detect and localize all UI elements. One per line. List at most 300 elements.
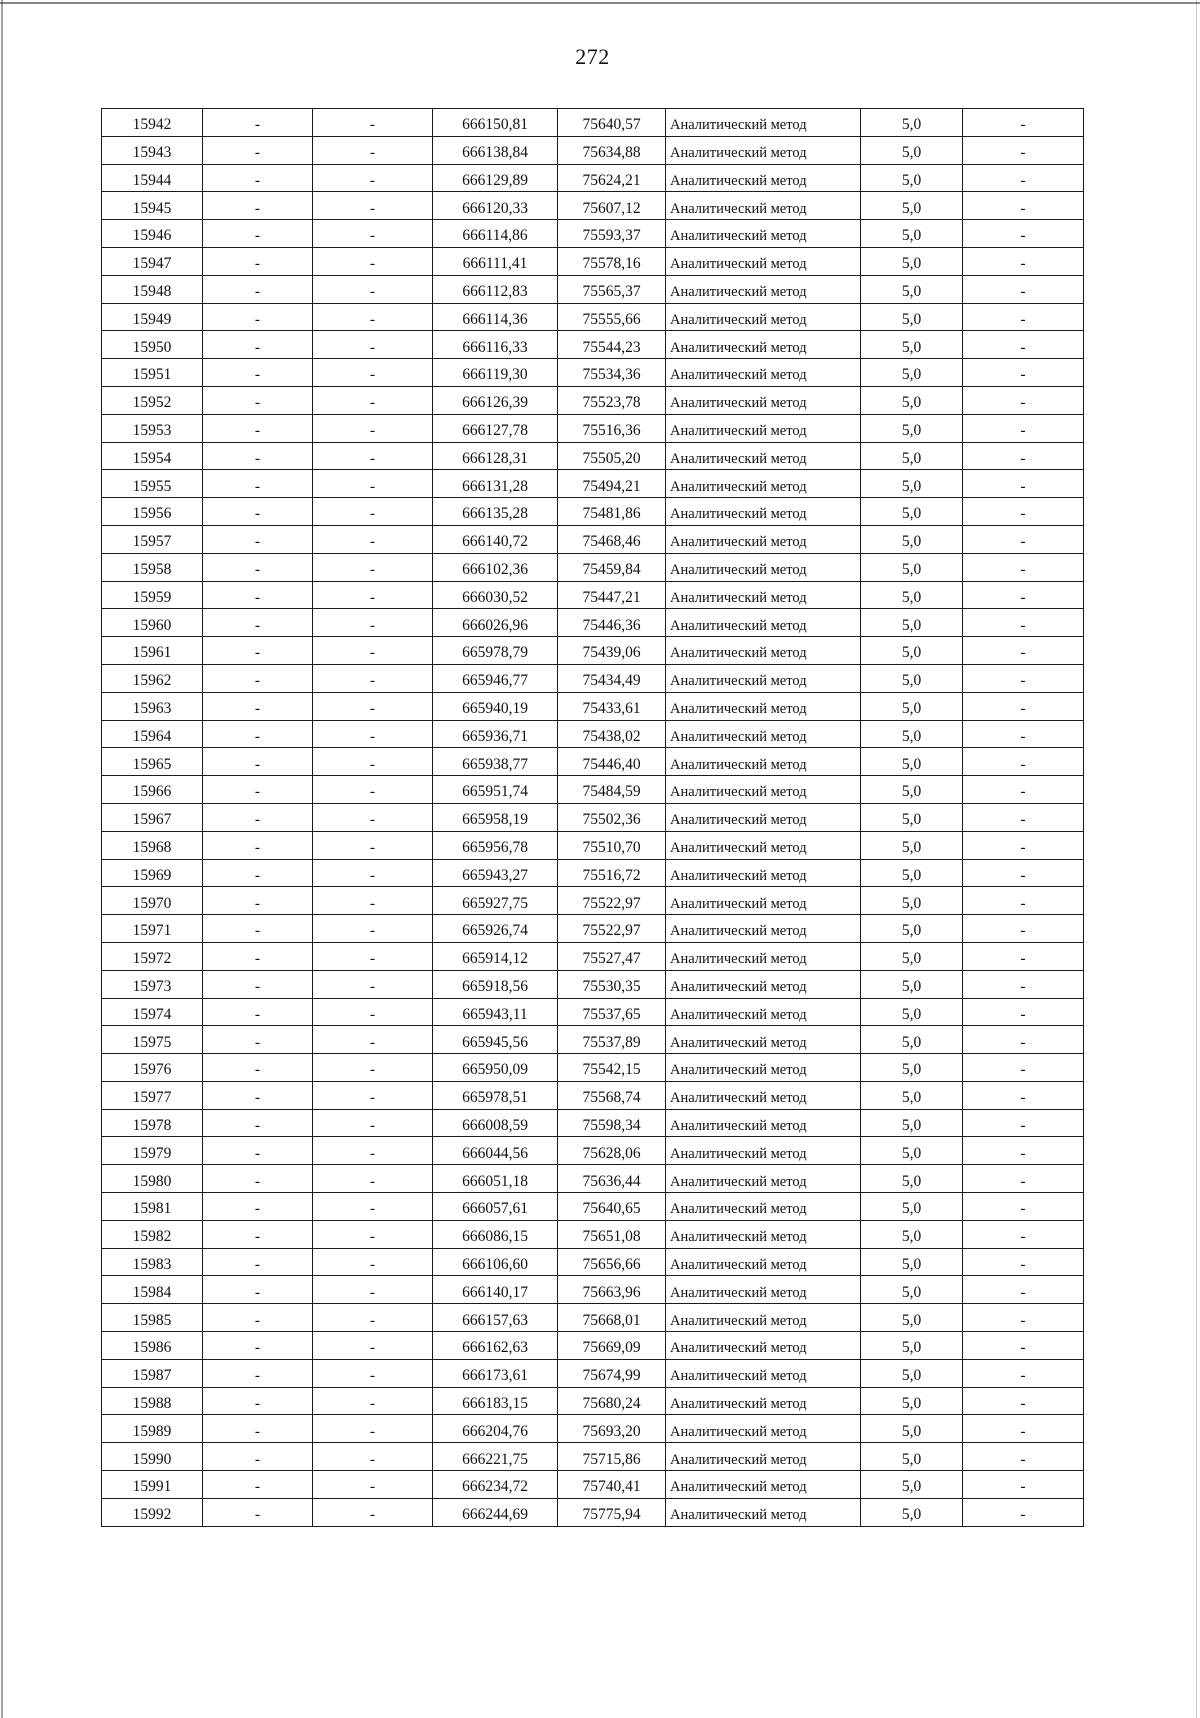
point-number-cell (102, 887, 203, 915)
y-coordinate-cell (558, 1165, 666, 1193)
y-coordinate-cell-text: 75459,84 (582, 561, 641, 579)
x-coordinate-cell-text: 666204,76 (462, 1422, 528, 1440)
method-cell-text: Аналитический метод (670, 589, 807, 606)
method-cell-text: Аналитический метод (670, 562, 807, 579)
table-row (102, 998, 1084, 1026)
method-cell (666, 386, 861, 414)
empty-value-cell-text: - (369, 978, 376, 995)
method-cell-text: Аналитический метод (670, 840, 807, 857)
precision-cell (861, 1026, 963, 1054)
empty-value-cell (203, 109, 313, 137)
empty-value-cell-text: - (254, 894, 261, 912)
precision-cell-text: 5,0 (901, 922, 922, 940)
x-coordinate-cell-text: 665956,78 (462, 839, 528, 857)
x-coordinate-cell-text: 666106,60 (462, 1255, 528, 1273)
empty-value-cell-text: - (1020, 1228, 1026, 1246)
method-cell-text: Аналитический метод (670, 339, 807, 356)
y-coordinate-cell-text: 75537,65 (582, 1005, 641, 1023)
method-cell (666, 1304, 861, 1332)
table-row (102, 1165, 1084, 1193)
empty-value-cell-text: - (369, 1339, 376, 1357)
table-row (102, 359, 1084, 387)
x-coordinate-cell-text: 666114,36 (462, 310, 528, 328)
empty-value-cell-text: - (369, 144, 376, 162)
precision-cell (861, 915, 963, 943)
x-coordinate-cell (433, 220, 558, 248)
empty-value-cell-text: - (1020, 616, 1026, 634)
empty-value-cell (963, 553, 1084, 581)
precision-cell-text: 5,0 (901, 1172, 922, 1190)
empty-value-cell-text: - (254, 700, 261, 718)
empty-value-cell (313, 1137, 433, 1165)
empty-value-cell (313, 1415, 433, 1443)
point-number-cell-text: 15964 (132, 727, 172, 745)
empty-value-cell (203, 359, 313, 387)
empty-value-cell-text: - (254, 1061, 261, 1079)
y-coordinate-cell-text: 75530,35 (582, 978, 641, 995)
point-number-cell-text: 15969 (132, 866, 172, 884)
empty-value-cell (313, 748, 433, 776)
x-coordinate-cell (433, 1359, 558, 1387)
precision-cell-text: 5,0 (901, 171, 922, 189)
x-coordinate-cell (433, 1109, 558, 1137)
empty-value-cell-text: - (1020, 533, 1026, 551)
y-coordinate-cell (558, 609, 666, 637)
empty-value-cell (963, 1332, 1084, 1360)
empty-value-cell (203, 553, 313, 581)
method-cell-text: Аналитический метод (670, 1395, 807, 1412)
empty-value-cell-text: - (254, 1200, 261, 1218)
empty-value-cell-text: - (254, 1089, 261, 1107)
empty-value-cell-text: - (254, 283, 261, 301)
point-number-cell (102, 359, 203, 387)
method-cell (666, 970, 861, 998)
table-row (102, 609, 1084, 637)
empty-value-cell-text: - (369, 255, 376, 273)
method-cell (666, 1248, 861, 1276)
point-number-cell-text: 15990 (132, 1450, 172, 1468)
precision-cell (861, 109, 963, 137)
precision-cell (861, 1359, 963, 1387)
empty-value-cell-text: - (369, 338, 376, 356)
empty-value-cell (203, 1304, 313, 1332)
empty-value-cell-text: - (254, 394, 261, 412)
empty-value-cell-text: - (254, 811, 261, 829)
empty-value-cell-text: - (254, 422, 261, 440)
x-coordinate-cell (433, 1054, 558, 1082)
method-cell (666, 1359, 861, 1387)
precision-cell-text: 5,0 (901, 839, 922, 857)
table-row (102, 1248, 1084, 1276)
y-coordinate-cell-text: 75534,36 (582, 366, 641, 384)
x-coordinate-cell-text: 666116,33 (462, 338, 528, 356)
empty-value-cell (313, 303, 433, 331)
precision-cell (861, 1137, 963, 1165)
empty-value-cell-text: - (1020, 394, 1026, 412)
empty-value-cell (963, 942, 1084, 970)
y-coordinate-cell (558, 859, 666, 887)
empty-value-cell-text: - (369, 1033, 376, 1051)
method-cell-text: Аналитический метод (670, 1312, 807, 1329)
empty-value-cell (313, 1109, 433, 1137)
x-coordinate-cell (433, 414, 558, 442)
y-coordinate-cell (558, 1276, 666, 1304)
method-cell (666, 1443, 861, 1471)
precision-cell (861, 414, 963, 442)
method-cell (666, 1081, 861, 1109)
y-coordinate-cell-text: 75593,37 (582, 227, 641, 245)
method-cell-text: Аналитический метод (670, 951, 807, 968)
empty-value-cell (203, 303, 313, 331)
method-cell (666, 442, 861, 470)
empty-value-cell-text: - (1020, 978, 1026, 995)
method-cell-text: Аналитический метод (670, 1117, 807, 1134)
method-cell (666, 220, 861, 248)
empty-value-cell (203, 525, 313, 553)
point-number-cell-text: 15952 (132, 394, 172, 412)
empty-value-cell-text: - (1020, 1033, 1026, 1051)
x-coordinate-cell-text: 665943,27 (462, 866, 528, 884)
empty-value-cell (203, 692, 313, 720)
x-coordinate-cell-text: 665938,77 (462, 755, 528, 773)
precision-cell (861, 1054, 963, 1082)
empty-value-cell (313, 1081, 433, 1109)
empty-value-cell-text: - (369, 755, 376, 773)
x-coordinate-cell-text: 665914,12 (462, 950, 528, 968)
empty-value-cell (203, 1137, 313, 1165)
empty-value-cell (313, 1471, 433, 1499)
x-coordinate-cell (433, 1081, 558, 1109)
empty-value-cell-text: - (369, 1422, 376, 1440)
empty-value-cell (203, 1387, 313, 1415)
precision-cell-text: 5,0 (901, 1478, 922, 1496)
point-number-cell-text: 15991 (132, 1478, 172, 1496)
y-coordinate-cell-text: 75628,06 (582, 1144, 641, 1162)
empty-value-cell-text: - (1020, 839, 1026, 857)
table-row (102, 553, 1084, 581)
y-coordinate-cell (558, 831, 666, 859)
point-number-cell (102, 748, 203, 776)
y-coordinate-cell (558, 192, 666, 220)
y-coordinate-cell (558, 303, 666, 331)
precision-cell (861, 887, 963, 915)
y-coordinate-cell-text: 75693,20 (582, 1422, 641, 1440)
table-row (102, 136, 1084, 164)
empty-value-cell-text: - (1020, 338, 1026, 356)
y-coordinate-cell-text: 75481,86 (582, 505, 641, 523)
method-cell (666, 692, 861, 720)
method-cell-text: Аналитический метод (670, 1006, 807, 1023)
precision-cell-text: 5,0 (901, 505, 922, 523)
table-row (102, 776, 1084, 804)
y-coordinate-cell (558, 942, 666, 970)
x-coordinate-cell-text: 666119,30 (462, 366, 528, 384)
y-coordinate-cell-text: 75447,21 (582, 588, 641, 606)
method-cell-text: Аналитический метод (670, 784, 807, 801)
empty-value-cell-text: - (254, 1283, 261, 1301)
point-number-cell (102, 247, 203, 275)
empty-value-cell (203, 970, 313, 998)
precision-cell-text: 5,0 (901, 978, 922, 995)
empty-value-cell (313, 1387, 433, 1415)
empty-value-cell (313, 331, 433, 359)
x-coordinate-cell-text: 666234,72 (462, 1478, 528, 1496)
y-coordinate-cell (558, 359, 666, 387)
y-coordinate-cell (558, 498, 666, 526)
empty-value-cell (203, 1248, 313, 1276)
y-coordinate-cell-text: 75527,47 (582, 950, 641, 968)
point-number-cell (102, 692, 203, 720)
table-row (102, 1471, 1084, 1499)
empty-value-cell-text: - (369, 1116, 376, 1134)
point-number-cell-text: 15968 (132, 839, 172, 857)
empty-value-cell (963, 1165, 1084, 1193)
precision-cell-text: 5,0 (901, 255, 922, 273)
x-coordinate-cell (433, 1276, 558, 1304)
table-row (102, 1193, 1084, 1221)
point-number-cell (102, 136, 203, 164)
point-number-cell (102, 1026, 203, 1054)
y-coordinate-cell (558, 1471, 666, 1499)
method-cell-text: Аналитический метод (670, 284, 807, 301)
table-row (102, 192, 1084, 220)
method-cell (666, 637, 861, 665)
point-number-cell (102, 915, 203, 943)
point-number-cell-text: 15958 (132, 561, 172, 579)
x-coordinate-cell-text: 666102,36 (462, 561, 528, 579)
method-cell (666, 1387, 861, 1415)
table-row (102, 664, 1084, 692)
empty-value-cell (963, 136, 1084, 164)
x-coordinate-cell-text: 665946,77 (462, 672, 528, 690)
empty-value-cell-text: - (254, 366, 261, 384)
x-coordinate-cell-text: 665978,79 (462, 644, 528, 662)
empty-value-cell (963, 581, 1084, 609)
precision-cell (861, 220, 963, 248)
empty-value-cell (203, 720, 313, 748)
empty-value-cell-text: - (369, 1061, 376, 1079)
point-number-cell (102, 720, 203, 748)
x-coordinate-cell-text: 666026,96 (462, 616, 528, 634)
precision-cell-text: 5,0 (901, 1311, 922, 1329)
y-coordinate-cell-text: 75775,94 (582, 1506, 641, 1524)
empty-value-cell (203, 1165, 313, 1193)
method-cell (666, 164, 861, 192)
x-coordinate-cell-text: 666126,39 (462, 394, 528, 412)
empty-value-cell (313, 803, 433, 831)
empty-value-cell-text: - (1020, 477, 1026, 495)
empty-value-cell (203, 609, 313, 637)
precision-cell-text: 5,0 (901, 338, 922, 356)
precision-cell-text: 5,0 (901, 894, 922, 912)
empty-value-cell (313, 553, 433, 581)
method-cell (666, 581, 861, 609)
empty-value-cell-text: - (1020, 505, 1026, 523)
empty-value-cell-text: - (369, 533, 376, 551)
empty-value-cell (963, 664, 1084, 692)
x-coordinate-cell (433, 192, 558, 220)
empty-value-cell (963, 831, 1084, 859)
table-row (102, 1332, 1084, 1360)
empty-value-cell-text: - (1020, 255, 1026, 273)
empty-value-cell (963, 1276, 1084, 1304)
empty-value-cell (963, 303, 1084, 331)
empty-value-cell (203, 1109, 313, 1137)
table-row (102, 1054, 1084, 1082)
point-number-cell-text: 15947 (132, 255, 172, 273)
point-number-cell-text: 15987 (132, 1367, 172, 1385)
table-row (102, 1415, 1084, 1443)
empty-value-cell-text: - (369, 839, 376, 857)
empty-value-cell-text: - (369, 561, 376, 579)
empty-value-cell-text: - (1020, 1506, 1026, 1524)
x-coordinate-cell-text: 666129,89 (462, 171, 528, 189)
point-number-cell-text: 15974 (132, 1005, 172, 1023)
table-row (102, 1026, 1084, 1054)
y-coordinate-cell-text: 75468,46 (582, 533, 641, 551)
x-coordinate-cell (433, 1220, 558, 1248)
y-coordinate-cell (558, 1137, 666, 1165)
table-row (102, 1304, 1084, 1332)
empty-value-cell-text: - (254, 783, 261, 801)
empty-value-cell (313, 970, 433, 998)
point-number-cell (102, 859, 203, 887)
y-coordinate-cell-text: 75438,02 (582, 727, 641, 745)
method-cell (666, 720, 861, 748)
x-coordinate-cell (433, 998, 558, 1026)
point-number-cell-text: 15992 (132, 1506, 172, 1524)
y-coordinate-cell (558, 748, 666, 776)
x-coordinate-cell-text: 665945,56 (462, 1033, 528, 1051)
empty-value-cell (963, 414, 1084, 442)
empty-value-cell (963, 1471, 1084, 1499)
empty-value-cell (963, 1387, 1084, 1415)
x-coordinate-cell (433, 1471, 558, 1499)
y-coordinate-cell-text: 75434,49 (582, 672, 641, 690)
empty-value-cell-text: - (1020, 1144, 1026, 1162)
empty-value-cell (963, 1109, 1084, 1137)
empty-value-cell-text: - (369, 700, 376, 718)
empty-value-cell-text: - (254, 1367, 261, 1385)
empty-value-cell (963, 637, 1084, 665)
empty-value-cell (313, 1304, 433, 1332)
method-cell-text: Аналитический метод (670, 506, 807, 523)
method-cell-text: Аналитический метод (670, 756, 807, 773)
y-coordinate-cell (558, 164, 666, 192)
empty-value-cell (313, 942, 433, 970)
method-cell (666, 498, 861, 526)
y-coordinate-cell-text: 75568,74 (582, 1089, 641, 1107)
y-coordinate-cell-text: 75544,23 (582, 338, 641, 356)
empty-value-cell (313, 915, 433, 943)
empty-value-cell (963, 1054, 1084, 1082)
precision-cell-text: 5,0 (901, 366, 922, 384)
x-coordinate-cell-text: 665940,19 (462, 700, 528, 718)
precision-cell (861, 637, 963, 665)
precision-cell-text: 5,0 (901, 1228, 922, 1246)
precision-cell-text: 5,0 (901, 616, 922, 634)
x-coordinate-cell (433, 525, 558, 553)
point-number-cell-text: 15970 (132, 894, 172, 912)
x-coordinate-cell-text: 665950,09 (462, 1061, 528, 1079)
precision-cell (861, 303, 963, 331)
precision-cell-text: 5,0 (901, 116, 922, 134)
x-coordinate-cell (433, 664, 558, 692)
method-cell (666, 1137, 861, 1165)
precision-cell (861, 1248, 963, 1276)
empty-value-cell-text: - (1020, 1255, 1026, 1273)
y-coordinate-cell-text: 75522,97 (582, 922, 641, 940)
empty-value-cell-text: - (254, 616, 261, 634)
precision-cell (861, 1165, 963, 1193)
y-coordinate-cell-text: 75505,20 (582, 449, 641, 467)
table-row (102, 1109, 1084, 1137)
empty-value-cell (963, 1193, 1084, 1221)
y-coordinate-cell-text: 75433,61 (582, 700, 641, 718)
empty-value-cell (963, 331, 1084, 359)
table-row (102, 970, 1084, 998)
precision-cell-text: 5,0 (901, 477, 922, 495)
x-coordinate-cell (433, 442, 558, 470)
empty-value-cell (313, 1359, 433, 1387)
precision-cell-text: 5,0 (901, 1506, 922, 1524)
method-cell-text: Аналитический метод (670, 701, 807, 718)
empty-value-cell-text: - (1020, 227, 1026, 245)
point-number-cell-text: 15977 (132, 1089, 172, 1107)
empty-value-cell (203, 1415, 313, 1443)
table-row (102, 386, 1084, 414)
precision-cell-text: 5,0 (901, 1200, 922, 1218)
x-coordinate-cell-text: 666183,15 (462, 1394, 528, 1412)
point-number-cell (102, 192, 203, 220)
empty-value-cell-text: - (369, 1478, 376, 1496)
empty-value-cell-text: - (1020, 1061, 1026, 1079)
empty-value-cell-text: - (1020, 1450, 1026, 1468)
y-coordinate-cell-text: 75523,78 (582, 394, 641, 412)
precision-cell (861, 136, 963, 164)
empty-value-cell (313, 720, 433, 748)
empty-value-cell (963, 609, 1084, 637)
precision-cell-text: 5,0 (901, 755, 922, 773)
empty-value-cell-text: - (369, 783, 376, 801)
y-coordinate-cell-text: 75674,99 (582, 1367, 641, 1385)
empty-value-cell-text: - (369, 811, 376, 829)
point-number-cell-text: 15949 (132, 310, 172, 328)
empty-value-cell-text: - (1020, 1394, 1026, 1412)
table-row (102, 581, 1084, 609)
precision-cell (861, 553, 963, 581)
empty-value-cell (203, 1054, 313, 1082)
empty-value-cell-text: - (1020, 922, 1026, 940)
empty-value-cell (313, 998, 433, 1026)
x-coordinate-cell-text: 665958,19 (462, 811, 528, 829)
x-coordinate-cell-text: 666086,15 (462, 1228, 528, 1246)
empty-value-cell (203, 442, 313, 470)
y-coordinate-cell (558, 553, 666, 581)
point-number-cell (102, 414, 203, 442)
empty-value-cell-text: - (1020, 950, 1026, 968)
point-number-cell-text: 15948 (132, 283, 172, 301)
x-coordinate-cell-text: 666244,69 (462, 1506, 528, 1524)
empty-value-cell (963, 1415, 1084, 1443)
method-cell-text: Аналитический метод (670, 1368, 807, 1385)
point-number-cell-text: 15954 (132, 449, 172, 467)
method-cell-text: Аналитический метод (670, 1034, 807, 1051)
precision-cell (861, 442, 963, 470)
precision-cell-text: 5,0 (901, 1283, 922, 1301)
x-coordinate-cell (433, 386, 558, 414)
method-cell (666, 1332, 861, 1360)
